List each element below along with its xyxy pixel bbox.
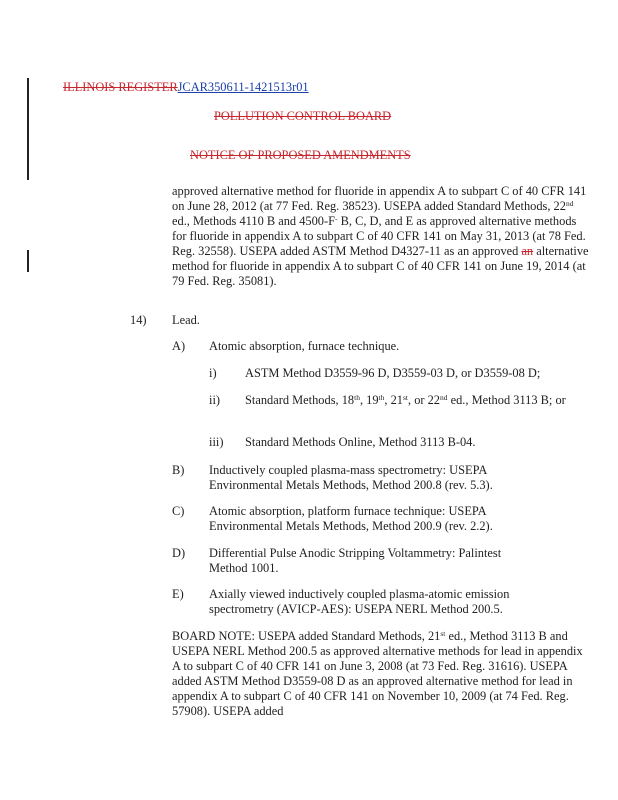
- item-title: Lead.: [172, 313, 200, 327]
- sub-sub-item-text: Standard Methods Online, Method 3113 B-04.: [245, 435, 476, 449]
- deleted-word: an: [521, 244, 534, 258]
- text-run: approved alternative method for fluoride in appendix A to subpart C of 40 CFR 141 on June 28, 2012 (at 77 Fed. Reg. 38523). USEPA added Standard Methods, 22: [172, 184, 587, 213]
- sub-item-marker: A): [172, 339, 186, 353]
- superscript: st: [402, 393, 408, 402]
- change-bar: [27, 250, 29, 272]
- sub-item-text: Atomic absorption, furnace technique.: [209, 339, 400, 353]
- sub-item-marker: B): [172, 463, 185, 477]
- text-run: , 21: [384, 393, 403, 407]
- superscript: th: [378, 393, 385, 402]
- text-run: , 19: [359, 393, 379, 407]
- sub-item-text: Axially viewed inductively coupled plasma-atomic emission spectrometry (AVICP-AES): USEPA NERL Method 200.5.: [209, 587, 510, 616]
- sub-item-marker: D): [172, 546, 186, 560]
- sub-item-text: Differential Pulse Anodic Stripping Voltammetry: Palintest Method 1001.: [209, 546, 502, 575]
- text-run: B, C, D, and E as approved alternative methods for fluoride in appendix A to subpart C of 40 CFR 141 on May 31, 2013 (at 78 Fed. Reg. 32558). USEPA added ASTM Method D4327-11 as an approved: [172, 214, 586, 258]
- register-inserted: JCAR350611-1421513r01: [177, 80, 309, 94]
- sub-item-text: Inductively coupled plasma-mass spectrometry: USEPA Environmental Metals Methods, Method 200.8 (rev. 5.3).: [209, 463, 493, 492]
- superscript: -: [335, 214, 338, 223]
- item-number: 14): [130, 313, 147, 327]
- superscript: nd: [565, 199, 574, 208]
- sub-sub-item-text: ASTM Method D3559-96 D, D3559-03 D, or D3559-08 D;: [245, 366, 541, 380]
- sub-sub-item-marker: iii): [209, 435, 224, 449]
- sub-item-marker: E): [172, 587, 184, 601]
- text-run: BOARD NOTE: USEPA added Standard Methods, 21: [172, 629, 441, 643]
- board-note: [172, 629, 592, 719]
- sub-sub-item-marker: ii): [209, 393, 221, 407]
- continuation-paragraph: [172, 184, 592, 289]
- text-run: ed., Methods 4110 B and 4500-F: [172, 214, 336, 228]
- text-run: , or 22: [408, 393, 441, 407]
- sub-item-text: Atomic absorption, platform furnace technique: USEPA Environmental Metals Methods, Method 200.9 (rev. 2.2).: [209, 504, 493, 533]
- change-bar: [27, 78, 29, 180]
- text-run: ed., Method 3113 B and USEPA NERL Method 200.5 as approved alternative methods for lead in appendix A to subpart C of 40 CFR 141 on June 3, 2008 (at 73 Fed. Reg. 31616). USEPA added ASTM Method D3559-08 D as an approved alternative method for lead in appendix A to subpart C of 40 CFR 141 on November 10, 2009 (at 74 Fed. Reg. 57908). USEPA added: [172, 629, 583, 718]
- text-run: ed., Method 3113 B; or: [447, 393, 566, 407]
- text-run: Standard Methods, 18: [245, 393, 355, 407]
- register-header: [63, 80, 309, 94]
- superscript: st: [440, 629, 446, 638]
- agency-header: POLLUTION CONTROL BOARD: [214, 109, 392, 123]
- superscript: nd: [440, 393, 448, 402]
- sub-sub-item-text: [245, 393, 590, 408]
- text-run: alternative method for fluoride in appendix A to subpart C of 40 CFR 141 on June 19, 2014 (at 79 Fed. Reg. 35081).: [172, 244, 589, 288]
- register-deleted: ILLINOIS REGISTER: [63, 80, 178, 94]
- sub-item-marker: C): [172, 504, 185, 518]
- notice-header: NOTICE OF PROPOSED AMENDMENTS: [190, 148, 411, 162]
- sub-sub-item-marker: i): [209, 366, 217, 380]
- superscript: th: [354, 393, 360, 402]
